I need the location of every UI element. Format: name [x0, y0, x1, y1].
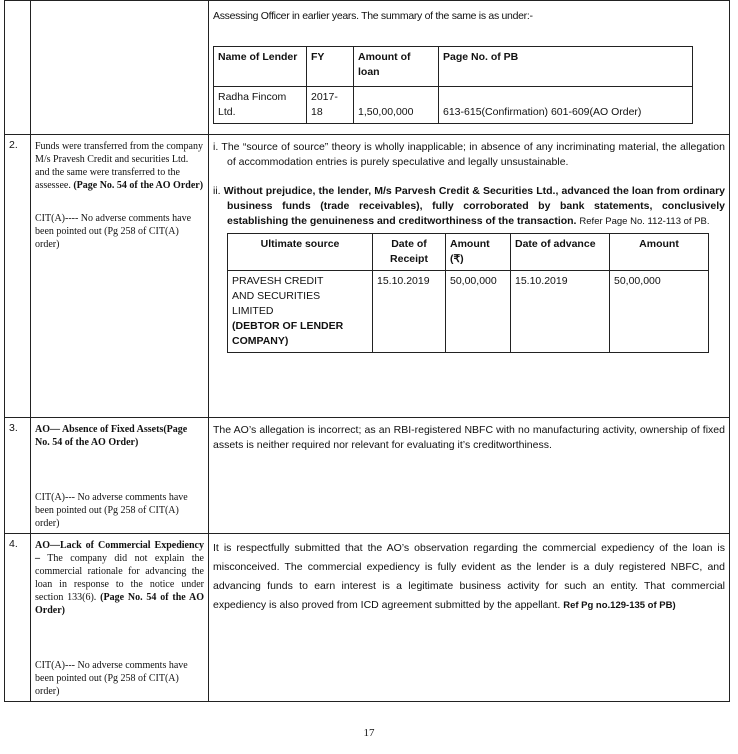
response-text — [213, 539, 725, 615]
table-row — [5, 418, 730, 534]
lender-amount: 1,50,00,000 — [354, 87, 439, 124]
point-ii-reference: Refer Page No. 112-113 of PB. — [579, 216, 710, 227]
source-amount-advance: 50,00,000 — [610, 271, 709, 353]
lender-fy: 2017-18 — [307, 87, 354, 124]
issue-reference: (Page No. 54 of the AO Order) — [35, 592, 204, 616]
point-i: i. The “source of source” theory is wholly inapplicable; in absence of any incriminating material, the allegation of accommodation entries is purely speculative and legally unsustainable. — [213, 141, 725, 168]
issue-cell — [31, 135, 209, 418]
issue-description: Funds were transferred from the company M/s Pravesh Credit and securities Ltd. and the same were transferred to the assessee. — [35, 141, 203, 191]
issue-cell — [31, 534, 209, 702]
serial-number: 3. — [5, 418, 31, 534]
point-ii-prefix: ii. — [213, 185, 221, 197]
lender-header-page: Page No. of PB — [439, 47, 693, 87]
source-amount-receipt: 50,00,000 — [446, 271, 511, 353]
source-note: (DEBTOR OF LENDER COMPANY) — [232, 320, 344, 347]
submission-table — [4, 0, 730, 702]
issue-cell — [31, 418, 209, 534]
response-cell — [209, 534, 730, 702]
source-table — [227, 233, 709, 353]
table-row — [5, 135, 730, 418]
table-row — [5, 1, 730, 135]
table-row — [5, 534, 730, 702]
source-name-cell — [228, 271, 373, 353]
lender-header-name: Name of Lender — [214, 47, 307, 87]
issue-text — [35, 539, 204, 617]
intro-text: Assessing Officer in earlier years. The summary of the same is as under:- — [213, 10, 533, 22]
point-ii — [213, 184, 725, 229]
cit-comment: CIT(A)---- No adverse comments have been pointed out (Pg 258 of CIT(A) order) — [35, 213, 192, 250]
source-header-date-receipt: Date of Receipt — [373, 234, 446, 271]
issue-cell — [31, 1, 209, 135]
lender-header-amount: Amount of loan — [354, 47, 439, 87]
issue-description: The company did not explain the commercial rationale for advancing the loan in response to the notice under section 133(6). — [35, 553, 204, 603]
source-date-receipt: 15.10.2019 — [373, 271, 446, 353]
response-cell — [209, 418, 730, 534]
serial-number: 4. — [5, 534, 31, 702]
cit-comment: CIT(A)--- No adverse comments have been pointed out (Pg 258 of CIT(A) order) — [35, 492, 188, 529]
issue-text — [35, 140, 204, 192]
point-ii-text: Without prejudice, the lender, M/s Parvesh Credit & Securities Ltd., advanced the loan from ordinary business funds (trade receivables), fully corroborated by bank statements, conclusively establishing the genuineness and creditworthiness of the transaction. — [223, 185, 726, 227]
issue-title: AO—Lack of Commercial Expediency – — [35, 540, 204, 564]
response-reference: Ref Pg no.129-135 of PB) — [563, 600, 676, 611]
serial-number: 2. — [5, 135, 31, 418]
lender-page: 613-615(Confirmation) 601-609(AO Order) — [439, 87, 693, 124]
lender-name: Radha Fincom Ltd. — [214, 87, 307, 124]
issue-title: AO— Absence of Fixed Assets(Page No. 54 of the AO Order) — [35, 424, 188, 448]
page-number: 17 — [363, 727, 375, 739]
serial-cell — [5, 1, 31, 135]
issue-reference: (Page No. 54 of the AO Order) — [73, 180, 204, 191]
response-cell — [209, 135, 730, 418]
lender-header-fy: FY — [307, 47, 354, 87]
cit-comment: CIT(A)--- No adverse comments have been pointed out (Pg 258 of CIT(A) order) — [35, 660, 188, 697]
source-header-name: Ultimate source — [228, 234, 373, 271]
source-header-amount-receipt: Amount (₹) — [446, 234, 511, 271]
response-cell — [209, 1, 730, 135]
lender-table — [213, 46, 693, 124]
source-header-date-advance: Date of advance — [511, 234, 610, 271]
response-text: The AO’s allegation is incorrect; as an RBI-registered NBFC with no manufacturing activity, ownership of fixed assets is neither required nor relevant for evaluating it’s creditworthiness. — [213, 424, 725, 451]
response-body: It is respectfully submitted that the AO’s observation regarding the commercial expediency of the loan is misconceived. The commercial expediency is fully evident as the lender is a duly registered NBFC, and advancing funds to earn interest is a legitimate business activity for such an entity. That commercial expediency is also proved from ICD agreement submitted by the appellant. — [213, 542, 725, 611]
source-header-amount: Amount — [610, 234, 709, 271]
source-date-advance: 15.10.2019 — [511, 271, 610, 353]
source-name: PRAVESH CREDIT AND SECURITIES LIMITED — [232, 275, 324, 317]
